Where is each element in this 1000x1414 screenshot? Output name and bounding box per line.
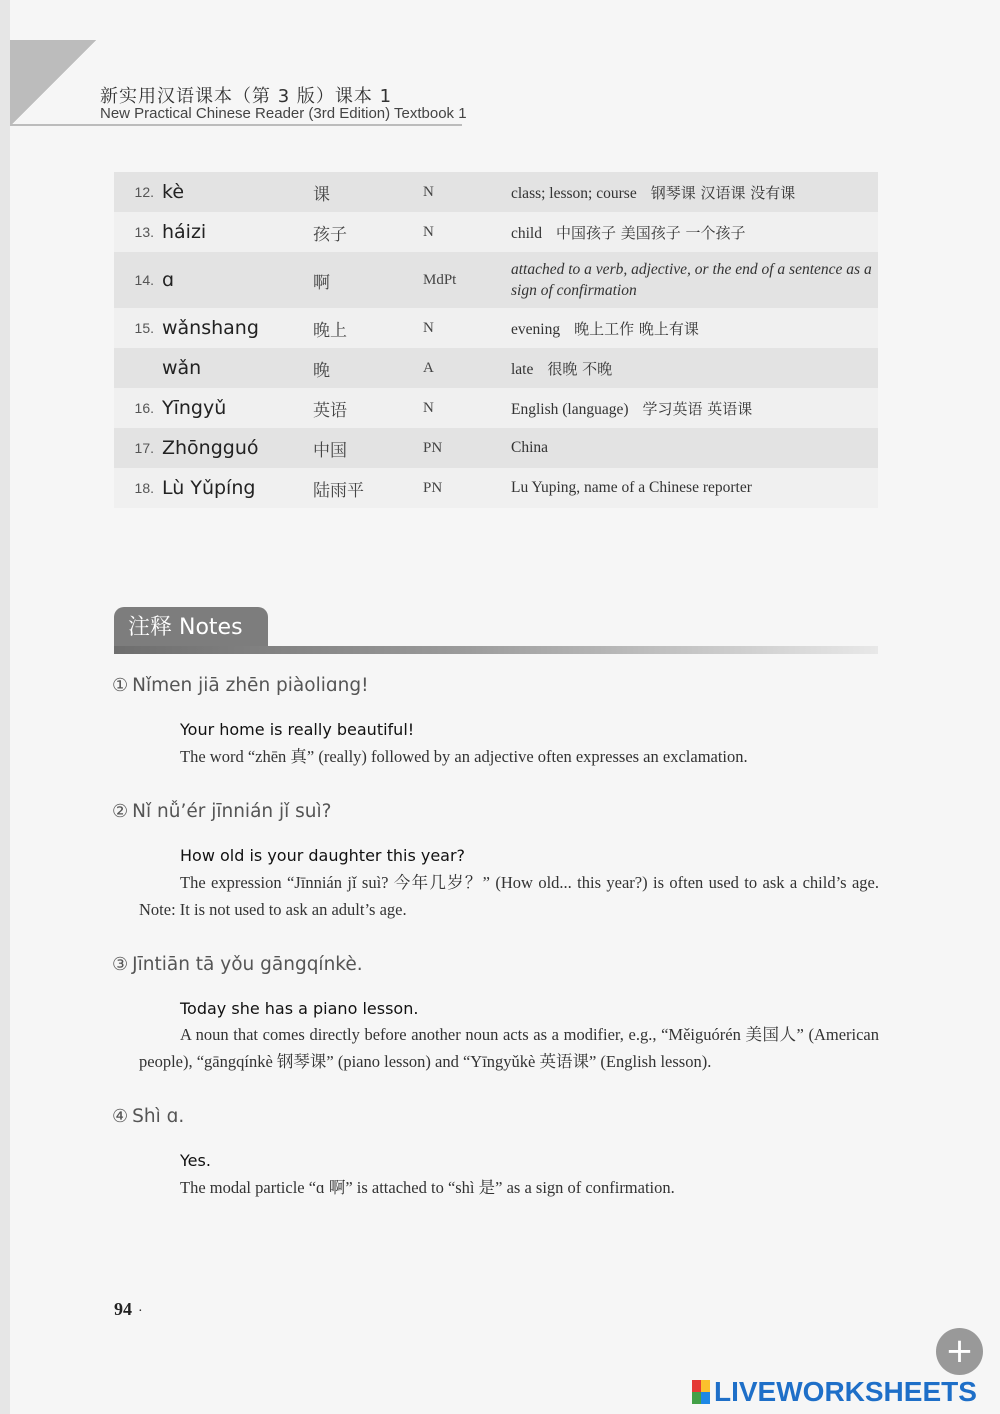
vocab-pinyin: Lù Yǔpíng	[158, 468, 313, 508]
note-4-translation: Yes.	[180, 1151, 211, 1170]
vocab-number: 18.	[114, 468, 158, 508]
note-3-heading	[112, 954, 363, 975]
note-3-translation: Today she has a piano lesson.	[180, 999, 419, 1018]
note-2-heading	[112, 801, 332, 822]
vocab-hanzi: 孩子	[313, 212, 423, 252]
vocab-number: 16.	[114, 388, 158, 428]
note-2-explanation: The expression “Jīnnián jǐ suì? 今年几岁？” (How old... this year?) is often used to ask a child’s age. Note: It is not used to ask an adult’s age.	[139, 873, 879, 919]
vocab-number: 15.	[114, 308, 158, 348]
add-button[interactable]: +	[936, 1328, 983, 1375]
vocab-examples: 很晚 不晚	[547, 359, 613, 378]
vocab-definition	[511, 308, 878, 348]
note-marker: ②	[112, 801, 129, 822]
note-4-heading	[112, 1106, 184, 1127]
note-pinyin: Nǐmen jiā zhēn piàoliɑng!	[132, 675, 369, 696]
page-number-value: 94	[114, 1299, 132, 1319]
vocab-row	[114, 468, 878, 508]
vocab-definition	[511, 388, 878, 428]
vocab-examples: 中国孩子 美国孩子 一个孩子	[556, 223, 746, 242]
vocab-pinyin: Zhōngguó	[158, 428, 313, 468]
page-number-dot: ·	[138, 1304, 143, 1319]
vocab-pinyin: kè	[158, 172, 313, 212]
vocab-examples: 钢琴课 汉语课 没有课	[650, 183, 796, 202]
vocab-part-of-speech: A	[423, 348, 511, 388]
vocab-examples: 晚上工作 晚上有课	[574, 319, 699, 338]
vocab-meaning: late	[511, 360, 534, 378]
vocab-hanzi: 陆雨平	[313, 468, 423, 508]
vocab-number: 12.	[114, 172, 158, 212]
header-rule	[10, 124, 462, 126]
vocab-meaning: evening	[511, 320, 561, 338]
vocab-pinyin: háizi	[158, 212, 313, 252]
vocab-number: 14.	[114, 252, 158, 308]
vocab-hanzi: 英语	[313, 388, 423, 428]
vocab-row	[114, 212, 878, 252]
vocab-meaning: English (language)	[511, 400, 629, 418]
vocab-hanzi: 晚	[313, 348, 423, 388]
vocabulary-table	[114, 172, 878, 508]
brand-name: LIVEWORKSHEETS	[714, 1376, 977, 1407]
vocab-definition	[511, 428, 878, 468]
notes-section-tab: 注释 Notes	[114, 607, 268, 647]
note-pinyin: Shì ɑ.	[132, 1106, 185, 1127]
note-1-explanation: The word “zhēn 真” (really) followed by an adjective often expresses an exclamation.	[180, 747, 748, 766]
vocab-meaning: China	[511, 439, 549, 456]
vocab-row	[114, 388, 878, 428]
vocab-hanzi: 课	[313, 172, 423, 212]
book-title-english: New Practical Chinese Reader (3rd Edition) Textbook 1	[100, 105, 467, 122]
vocab-part-of-speech: PN	[423, 428, 511, 468]
note-3-explanation: A noun that comes directly before another noun acts as a modifier, e.g., “Měiguórén 美国人” (American people), “gāngqínkè 钢琴课” (piano lesson) and “Yīngyǔkè 英语课” (English lesson).	[139, 1025, 879, 1071]
note-pinyin: Jīntiān tā yǒu gāngqínkè.	[132, 954, 363, 975]
vocab-part-of-speech: N	[423, 212, 511, 252]
vocab-hanzi: 中国	[313, 428, 423, 468]
vocab-row	[114, 348, 878, 388]
vocab-number	[114, 348, 158, 388]
notes-divider	[114, 646, 878, 654]
vocab-definition	[511, 348, 878, 388]
liveworksheets-logo-icon	[692, 1380, 710, 1404]
note-marker: ④	[112, 1106, 129, 1127]
note-1-heading	[112, 675, 369, 696]
vocab-pinyin: Yīngyǔ	[158, 388, 313, 428]
page-number	[114, 1299, 143, 1320]
vocab-meaning: class; lesson; course	[511, 184, 637, 202]
note-pinyin: Nǐ nǚ’ér jīnnián jǐ suì?	[132, 801, 332, 822]
vocab-definition	[511, 172, 878, 212]
vocab-meaning: child	[511, 224, 542, 242]
vocab-row	[114, 172, 878, 212]
vocab-row	[114, 428, 878, 468]
vocab-part-of-speech: N	[423, 388, 511, 428]
vocab-part-of-speech: N	[423, 172, 511, 212]
vocab-meaning: Lu Yuping, name of a Chinese reporter	[511, 479, 752, 496]
vocab-row	[114, 252, 878, 308]
vocab-part-of-speech: N	[423, 308, 511, 348]
vocab-definition	[511, 252, 878, 308]
header-corner-decoration	[10, 40, 98, 125]
note-marker: ③	[112, 954, 129, 975]
vocab-part-of-speech: MdPt	[423, 252, 511, 308]
vocab-number: 17.	[114, 428, 158, 468]
vocab-definition	[511, 468, 878, 508]
vocab-examples: 学习英语 英语课	[642, 399, 753, 418]
vocab-row	[114, 308, 878, 348]
liveworksheets-branding[interactable]	[692, 1376, 977, 1408]
note-1-translation: Your home is really beautiful!	[180, 720, 415, 739]
vocab-part-of-speech: PN	[423, 468, 511, 508]
vocab-pinyin: wǎnshang	[158, 308, 313, 348]
vocab-hanzi: 啊	[313, 252, 423, 308]
note-marker: ①	[112, 675, 129, 696]
vocab-meaning: attached to a verb, adjective, or the end of a sentence as a sign of confirmation	[511, 261, 872, 299]
vocab-pinyin: wǎn	[158, 348, 313, 388]
vocab-number: 13.	[114, 212, 158, 252]
vocab-pinyin: ɑ	[158, 252, 313, 308]
book-title-chinese: 新实用汉语课本（第 3 版）课本 1	[100, 86, 393, 107]
note-4-explanation: The modal particle “ɑ 啊” is attached to “shì 是” as a sign of confirmation.	[180, 1178, 675, 1197]
page-edge	[0, 0, 10, 1414]
vocab-definition	[511, 212, 878, 252]
vocab-hanzi: 晚上	[313, 308, 423, 348]
note-2-translation: How old is your daughter this year?	[180, 846, 466, 865]
